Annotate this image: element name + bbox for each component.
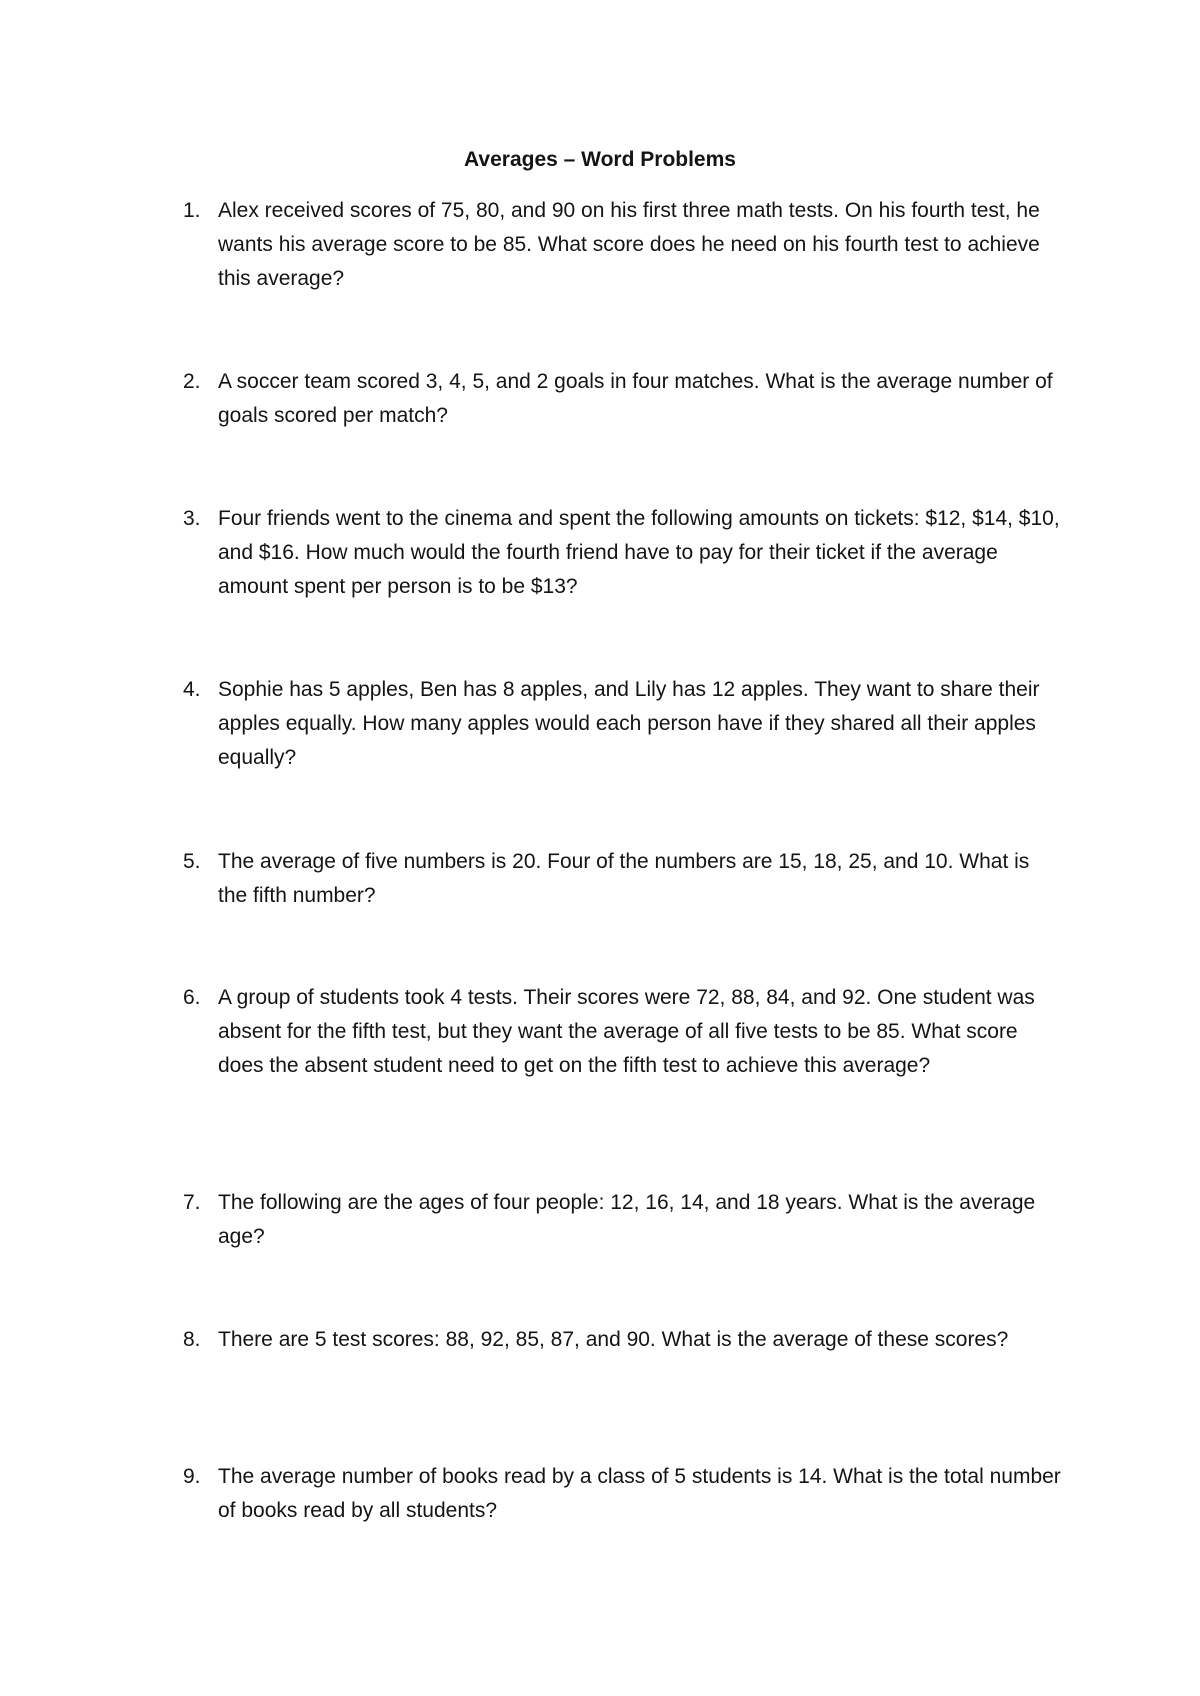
- problem-number: 1.: [183, 199, 201, 222]
- problem-text: There are 5 test scores: 88, 92, 85, 87, and 90. What is the average of these scores?: [218, 1328, 1009, 1351]
- problem-text: Alex received scores of 75, 80, and 90 on his first three math tests. On his fourth test, he wants his average score to be 85. What score does he need on his fourth test to achieve this average?: [218, 199, 1040, 290]
- problem-text: A group of students took 4 tests. Their scores were 72, 88, 84, and 92. One student was absent for the fifth test, but they want the average of all five tests to be 85. What score does the absent student need to get on the fifth test to achieve this average?: [218, 986, 1035, 1077]
- problem-number: 9.: [183, 1465, 201, 1488]
- problem-number: 4.: [183, 678, 201, 701]
- problem-number: 7.: [183, 1191, 201, 1214]
- problem-number: 5.: [183, 850, 201, 873]
- problem-text: A soccer team scored 3, 4, 5, and 2 goals in four matches. What is the average number of goals scored per match?: [218, 370, 1053, 427]
- problem-text: The following are the ages of four people: 12, 16, 14, and 18 years. What is the average age?: [218, 1191, 1036, 1248]
- problem-text: Four friends went to the cinema and spent the following amounts on tickets: $12, $14, $10, and $16. How much would the fourth friend have to pay for their ticket if the average amount spent per person is to be $13?: [218, 507, 1060, 598]
- problem-text: The average of five numbers is 20. Four of the numbers are 15, 18, 25, and 10. What is the fifth number?: [218, 850, 1030, 907]
- problem-number: 2.: [183, 370, 201, 393]
- problem-text: Sophie has 5 apples, Ben has 8 apples, and Lily has 12 apples. They want to share their apples equally. How many apples would each person have if they shared all their apples equally?: [218, 678, 1040, 769]
- problem-number: 3.: [183, 507, 201, 530]
- problem-number: 6.: [183, 986, 201, 1009]
- problem-number: 8.: [183, 1328, 201, 1351]
- page-title: Averages – Word Problems: [464, 148, 736, 171]
- problem-text: The average number of books read by a class of 5 students is 14. What is the total number of books read by all students?: [218, 1465, 1061, 1522]
